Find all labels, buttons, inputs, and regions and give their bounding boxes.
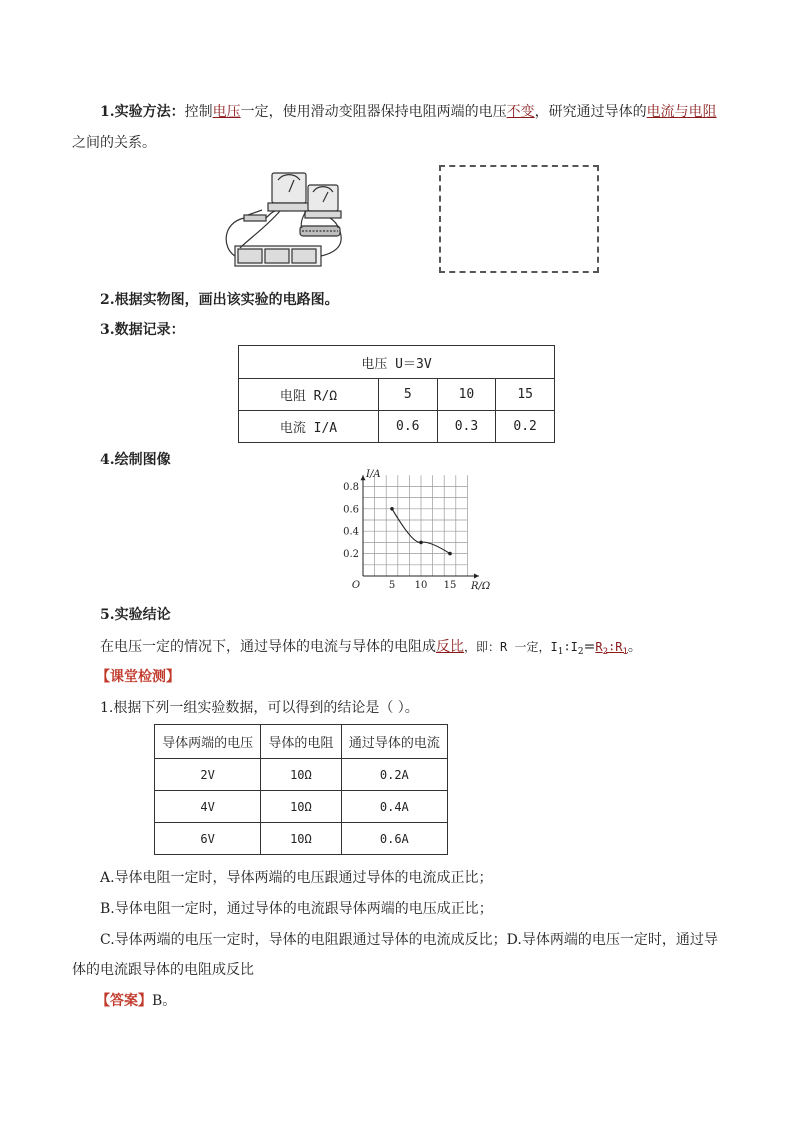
option-b: B.导体电阻一定时，通过导体的电流跟导体两端的电压成正比； — [100, 901, 493, 917]
table-cell: 15 — [496, 379, 555, 411]
conclusion-text-4: = — [583, 639, 596, 655]
conclusion-text-5: 。 — [627, 639, 642, 655]
y-axis-arrow — [361, 475, 366, 480]
subscript: 1 — [622, 647, 628, 657]
section-1-text-3: ，研究通过导体的 — [534, 104, 647, 120]
data-point — [419, 541, 423, 545]
class-check-header: 【课堂检测】 — [96, 669, 180, 685]
x-tick-label: 15 — [443, 580, 457, 591]
table-cell: 6V — [155, 823, 261, 855]
table-header-cell: 导体的电阻 — [261, 725, 341, 759]
conclusion-text-1: 在电压一定的情况下，通过导体的电流与导体的电阻成 — [100, 639, 436, 655]
section-2-heading: 2.根据实物图，画出该实验的电路图。 — [100, 292, 339, 308]
option-a: A.导体电阻一定时，导体两端的电压跟通过导体的电流成正比； — [100, 870, 493, 886]
ratio-r: ∶R — [608, 640, 623, 654]
section-4-heading: 4.绘制图像 — [100, 452, 171, 468]
table-row-label-resistance: 电阻 R/Ω — [239, 379, 379, 411]
subscript: 2 — [602, 647, 608, 657]
question-1: 1.根据下列一组实验数据，可以得到的结论是（ ）。 — [100, 700, 419, 716]
section-1-text-1: 控制 — [184, 104, 213, 120]
x-tick-label: 5 — [388, 580, 396, 591]
ratio-r: R — [595, 640, 603, 654]
conclusion-text-3: ∶I — [563, 640, 578, 654]
underlined-ratio — [595, 640, 628, 657]
y-tick-label: 0.6 — [343, 504, 359, 516]
subscript: 1 — [557, 647, 564, 657]
table-header-cell: 通过导体的电流 — [341, 725, 447, 759]
conclusion-text-2: ，即：R 一定，I — [464, 640, 558, 654]
answer-line — [96, 991, 176, 1011]
table-cell: 5 — [378, 379, 437, 411]
underlined-term-current-resistance: 电流与电阻 — [646, 104, 717, 120]
table-row — [155, 823, 448, 855]
underlined-term-inverse: 反比 — [436, 639, 464, 655]
data-point — [448, 552, 452, 556]
x-axis-arrow — [474, 574, 479, 579]
section-1-line-2: 之间的关系。 — [72, 135, 156, 151]
table-cell: 10Ω — [261, 823, 341, 855]
table-row-label-current: 电流 I/A — [239, 411, 379, 443]
table-cell: 0.4A — [341, 791, 447, 823]
section-5-conclusion — [100, 637, 642, 662]
y-tick-label: 0.8 — [343, 481, 359, 493]
table-cell: 0.2 — [496, 411, 555, 443]
underlined-term-unchanged: 不变 — [506, 104, 535, 120]
current-resistance-graph — [335, 469, 491, 596]
table-cell: 10Ω — [261, 791, 341, 823]
apparatus-illustration — [220, 168, 345, 273]
underlined-term-voltage: 电压 — [212, 104, 241, 120]
experiment-data-table — [154, 724, 448, 855]
section-1-label: 1.实验方法： — [100, 104, 185, 120]
circuit-drawing-box[interactable] — [439, 165, 599, 273]
table-cell: 10Ω — [261, 759, 341, 791]
table-row — [155, 759, 448, 791]
table-cell: 2V — [155, 759, 261, 791]
subscript: 2 — [577, 647, 584, 657]
x-axis-label: R/Ω — [471, 581, 491, 592]
section-5-heading: 5.实验结论 — [100, 607, 171, 623]
y-axis-label: I/A — [366, 469, 381, 481]
y-tick-label: 0.4 — [343, 526, 359, 538]
x-tick-label: 10 — [414, 580, 428, 591]
table-cell: 0.6 — [378, 411, 437, 443]
table-cell: 4V — [155, 791, 261, 823]
table-cell: 0.3 — [437, 411, 496, 443]
section-3-heading: 3.数据记录： — [100, 322, 185, 338]
option-cd-line-1: C.导体两端的电压一定时，导体的电阻跟通过导体的电流成反比；D.导体两端的电压一定时，通过导 — [100, 932, 718, 948]
y-tick-label: 0.2 — [343, 549, 359, 561]
section-1-line-1 — [100, 102, 717, 122]
table-row — [155, 791, 448, 823]
table-cell: 0.2A — [341, 759, 447, 791]
table-cell: 10 — [437, 379, 496, 411]
answer-label: 【答案】 — [96, 993, 152, 1009]
table-header-cell: 导体两端的电压 — [155, 725, 261, 759]
origin-label: O — [351, 580, 361, 591]
data-point — [390, 507, 394, 511]
section-1-text-2: 一定，使用滑动变阻器保持电阻两端的电压 — [240, 104, 507, 120]
answer-value: B。 — [152, 993, 177, 1009]
data-record-table — [238, 345, 555, 443]
option-cd-line-2: 体的电流跟导体的电阻成反比 — [72, 962, 254, 978]
table-cell: 0.6A — [341, 823, 447, 855]
table-header-voltage: 电压 U＝3V — [239, 346, 555, 379]
